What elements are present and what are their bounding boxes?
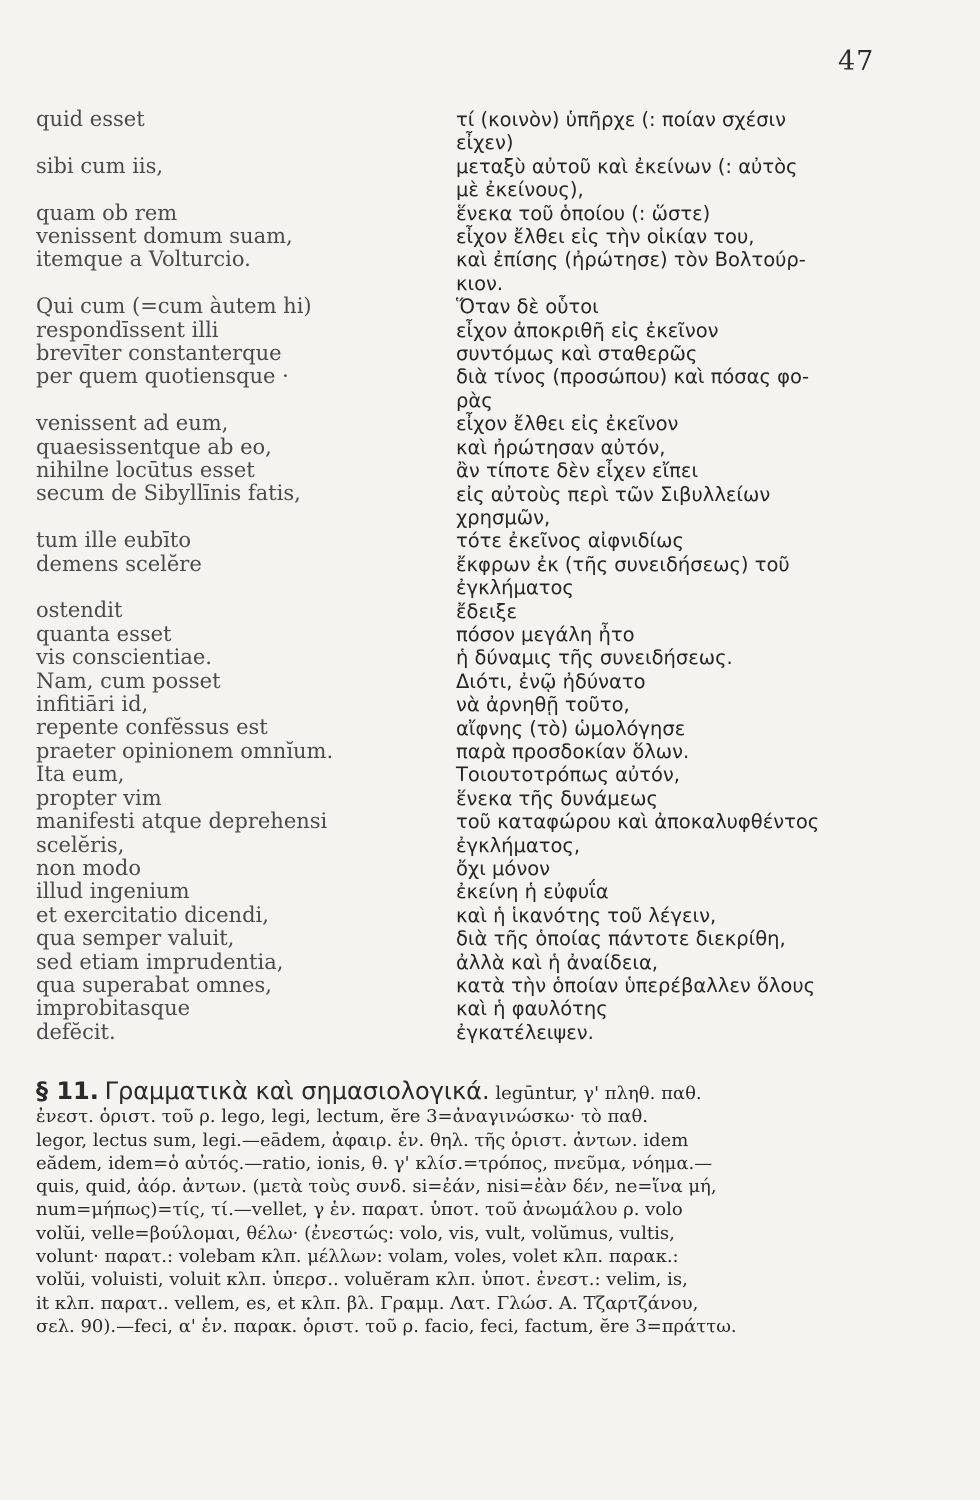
section-line: volunt· παρατ.: volebam κλπ. μέλλων: volam, voles, volet κλπ. παρακ.:: [36, 1246, 679, 1268]
greek-line: εἶχον ἀποκριθῆ εἰς ἐκεῖνον: [456, 318, 719, 342]
latin-line: nihilne locūtus esset: [36, 458, 255, 483]
greek-line: ἔκφρων ἐκ (τῆς συνειδήσεως) τοῦ: [456, 552, 790, 576]
greek-line: τοῦ καταφώρου καὶ ἀποκαλυφθέντος: [456, 810, 820, 834]
latin-line: repente confĕssus est: [36, 715, 268, 740]
latin-line: Nam, cum posset: [36, 668, 221, 693]
blank-line: [36, 389, 416, 412]
latin-line: infitiāri id,: [36, 692, 149, 717]
blank-line: [36, 131, 416, 154]
latin-line: quam ob rem: [36, 200, 178, 225]
greek-line: ἀλλὰ καὶ ἡ ἀναίδεια,: [456, 950, 659, 974]
latin-line: Qui cum (=cum àutem hi): [36, 294, 312, 319]
section-line: quis, quid, ἀόρ. ἀντων. (μετὰ τοὺς συνδ. si=ἐάν, nisi=ἐὰν δέν, ne=ἵνα μή,: [36, 1176, 717, 1198]
greek-line: μὲ ἐκείνους),: [456, 178, 584, 202]
latin-line: et exercitatio dicendi,: [36, 902, 269, 927]
greek-line: κατὰ τὴν ὁποίαν ὑπερέβαλλεν ὅλους: [456, 974, 816, 998]
latin-line: per quem quotiensque ·: [36, 364, 289, 389]
greek-line: ρὰς: [456, 388, 493, 412]
section-line: eădem, idem=ὁ αὐτός.—ratio, ionis, θ. γ' κλίσ.=τρόπος, πνεῦμα, νόημα.—: [36, 1152, 713, 1174]
latin-line: qua semper valuit,: [36, 926, 235, 951]
grammar-section: [36, 1077, 886, 1338]
greek-line: κιον.: [456, 271, 504, 295]
greek-line: διὰ τῆς ὁποίας πάντοτε διεκρίθη,: [456, 927, 786, 951]
latin-line: venissent domum suam,: [36, 224, 293, 248]
section-line: num=μήπως)=τίς, τί.—vellet, γ ἑν. παρατ. ὑποτ. τοῦ ἀνωμάλου ρ. volo: [36, 1199, 683, 1221]
latin-line: venissent ad eum,: [36, 411, 229, 436]
latin-line: quaesissentque ab eo,: [36, 434, 272, 459]
greek-line: εἶχον ἔλθει εἰς ἐκεῖνον: [456, 412, 679, 436]
latin-line: manifesti atque deprehensi: [36, 809, 328, 834]
section-number: § 11.: [36, 1077, 99, 1105]
greek-line: διὰ τίνος (προσώπου) καὶ πόσας φο-: [456, 365, 809, 389]
latin-line: qua superabat omnes,: [36, 972, 272, 997]
greek-line: τότε ἐκεῖνος αἰφνιδίως: [456, 529, 684, 553]
latin-line: scelĕris,: [36, 832, 125, 857]
greek-line: ἕνεκα τῆς δυνάμεως: [456, 786, 658, 810]
greek-line: ἐκείνη ἡ εὐφυΐα: [456, 880, 609, 904]
greek-line: ἂν τίποτε δὲν εἶχεν εἴπει: [456, 459, 699, 483]
latin-line: brevīter constanterque: [36, 341, 282, 366]
greek-line: καὶ ἡ φαυλότης: [456, 997, 608, 1021]
section-body: [36, 1105, 886, 1338]
greek-line: Τοιουτοτρόπως αὐτόν,: [456, 763, 680, 787]
greek-line: ἡ δύναμις τῆς συνειδήσεως.: [456, 646, 733, 670]
latin-line: illud ingenium: [36, 879, 190, 904]
latin-line: defĕcit.: [36, 1019, 116, 1044]
section-line: ἐνεστ. ὁριστ. τοῦ ρ. lego, legi, lectum, ĕre 3=ἀναγινώσκω· τὸ παθ.: [36, 1106, 649, 1128]
section-line: σελ. 90).—feci, α' ἑν. παρακ. ὁριστ. τοῦ ρ. facio, feci, factum, ĕre 3=πράττω.: [36, 1315, 737, 1337]
section-title: Γραμματικὰ καὶ σημασιολογικά.: [104, 1077, 490, 1105]
latin-text-column: [36, 108, 416, 1044]
greek-line: ἐγκλήματος,: [456, 833, 581, 857]
latin-line: vis conscientiae.: [36, 645, 212, 670]
greek-translation-column: [456, 108, 896, 1044]
greek-line: ἔδειξε: [456, 599, 518, 623]
blank-line: [36, 576, 416, 599]
greek-line: εἰς αὐτοὺς περὶ τῶν Σιβυλλείων: [456, 482, 771, 506]
latin-line: ostendit: [36, 598, 123, 623]
greek-line: ὄχι μόνον: [456, 857, 551, 880]
greek-line: καὶ ἡ ἱκανότης τοῦ λέγειν,: [456, 903, 717, 927]
greek-line: παρὰ προσδοκίαν ὅλων.: [456, 739, 690, 763]
latin-line: Ita eum,: [36, 762, 125, 787]
blank-line: [36, 506, 416, 529]
latin-line: secum de Sibyllīnis fatis,: [36, 481, 301, 506]
latin-line: tum ille eubīto: [36, 528, 191, 553]
section-line: volŭi, voluisti, voluit κλπ. ὑπερσ.. voluĕram κλπ. ὑποτ. ἐνεστ.: velim, is,: [36, 1269, 688, 1291]
greek-line: καὶ ἠρώτησαν αὐτόν,: [456, 435, 666, 459]
greek-line: καὶ ἐπίσης (ἠρώτησε) τὸν Βολτούρ-: [456, 248, 806, 272]
greek-line: αἴφνης (τὸ) ὡμολόγησε: [456, 716, 686, 740]
greek-line: ἐγκλήματος: [456, 576, 574, 600]
greek-line: χρησμῶν,: [456, 505, 551, 529]
latin-line: quid esset: [36, 107, 145, 131]
greek-line: τί (κοινὸν) ὑπῆρχε (: ποίαν σχέσιν: [456, 108, 787, 131]
greek-line: ἕνεκα τοῦ ὁποίου (: ὥστε): [456, 201, 711, 225]
greek-line: συντόμως καὶ σταθερῶς: [456, 342, 698, 366]
greek-line: Διότι, ἐνῷ ἠδύνατο: [456, 669, 646, 693]
latin-line: itemque a Volturcio.: [36, 247, 251, 272]
latin-line: praeter opinionem omnĭum.: [36, 738, 334, 763]
section-first-line-text: legūntur, γ' πληθ. παθ.: [495, 1083, 702, 1104]
latin-line: propter vim: [36, 785, 162, 810]
blank-line: [36, 272, 416, 295]
greek-line: νὰ ἀρνηθῇ τοῦτο,: [456, 693, 630, 717]
latin-line: sed etiam imprudentia,: [36, 949, 284, 974]
greek-line: μεταξὺ αὐτοῦ καὶ ἐκείνων (: αὐτὸς: [456, 154, 798, 178]
greek-line: πόσον μεγάλη ἦτο: [456, 622, 635, 646]
section-heading-line: [36, 1077, 886, 1105]
greek-line: Ὅταν δὲ οὗτοι: [456, 295, 599, 319]
latin-line: respondīssent illi: [36, 317, 219, 342]
section-line: legor, lectus sum, legi.—eādem, ἀφαιρ. ἑν. θηλ. τῆς ὁριστ. ἀντων. idem: [36, 1129, 689, 1151]
latin-line: non modo: [36, 855, 142, 880]
latin-line: quanta esset: [36, 621, 172, 646]
section-line: volŭi, velle=βούλομαι, θέλω· (ἐνεστώς: volo, vis, vult, volŭmus, vultis,: [36, 1222, 675, 1244]
section-line: it κλπ. παρατ.. vellem, es, et κλπ. βλ. Γραμμ. Λατ. Γλώσ. Α. Τζαρτζάνου,: [36, 1292, 699, 1314]
greek-line: ἐγκατέλειψεν.: [456, 1020, 594, 1044]
latin-line: sibi cum iis,: [36, 153, 164, 178]
greek-line: εἶχεν): [456, 131, 514, 155]
latin-line: improbitasque: [36, 996, 191, 1021]
blank-line: [36, 178, 416, 201]
greek-line: εἶχον ἔλθει εἰς τὴν οἰκίαν του,: [456, 225, 755, 249]
latin-line: demens scelĕre: [36, 551, 202, 576]
page-number: 47: [838, 46, 875, 77]
